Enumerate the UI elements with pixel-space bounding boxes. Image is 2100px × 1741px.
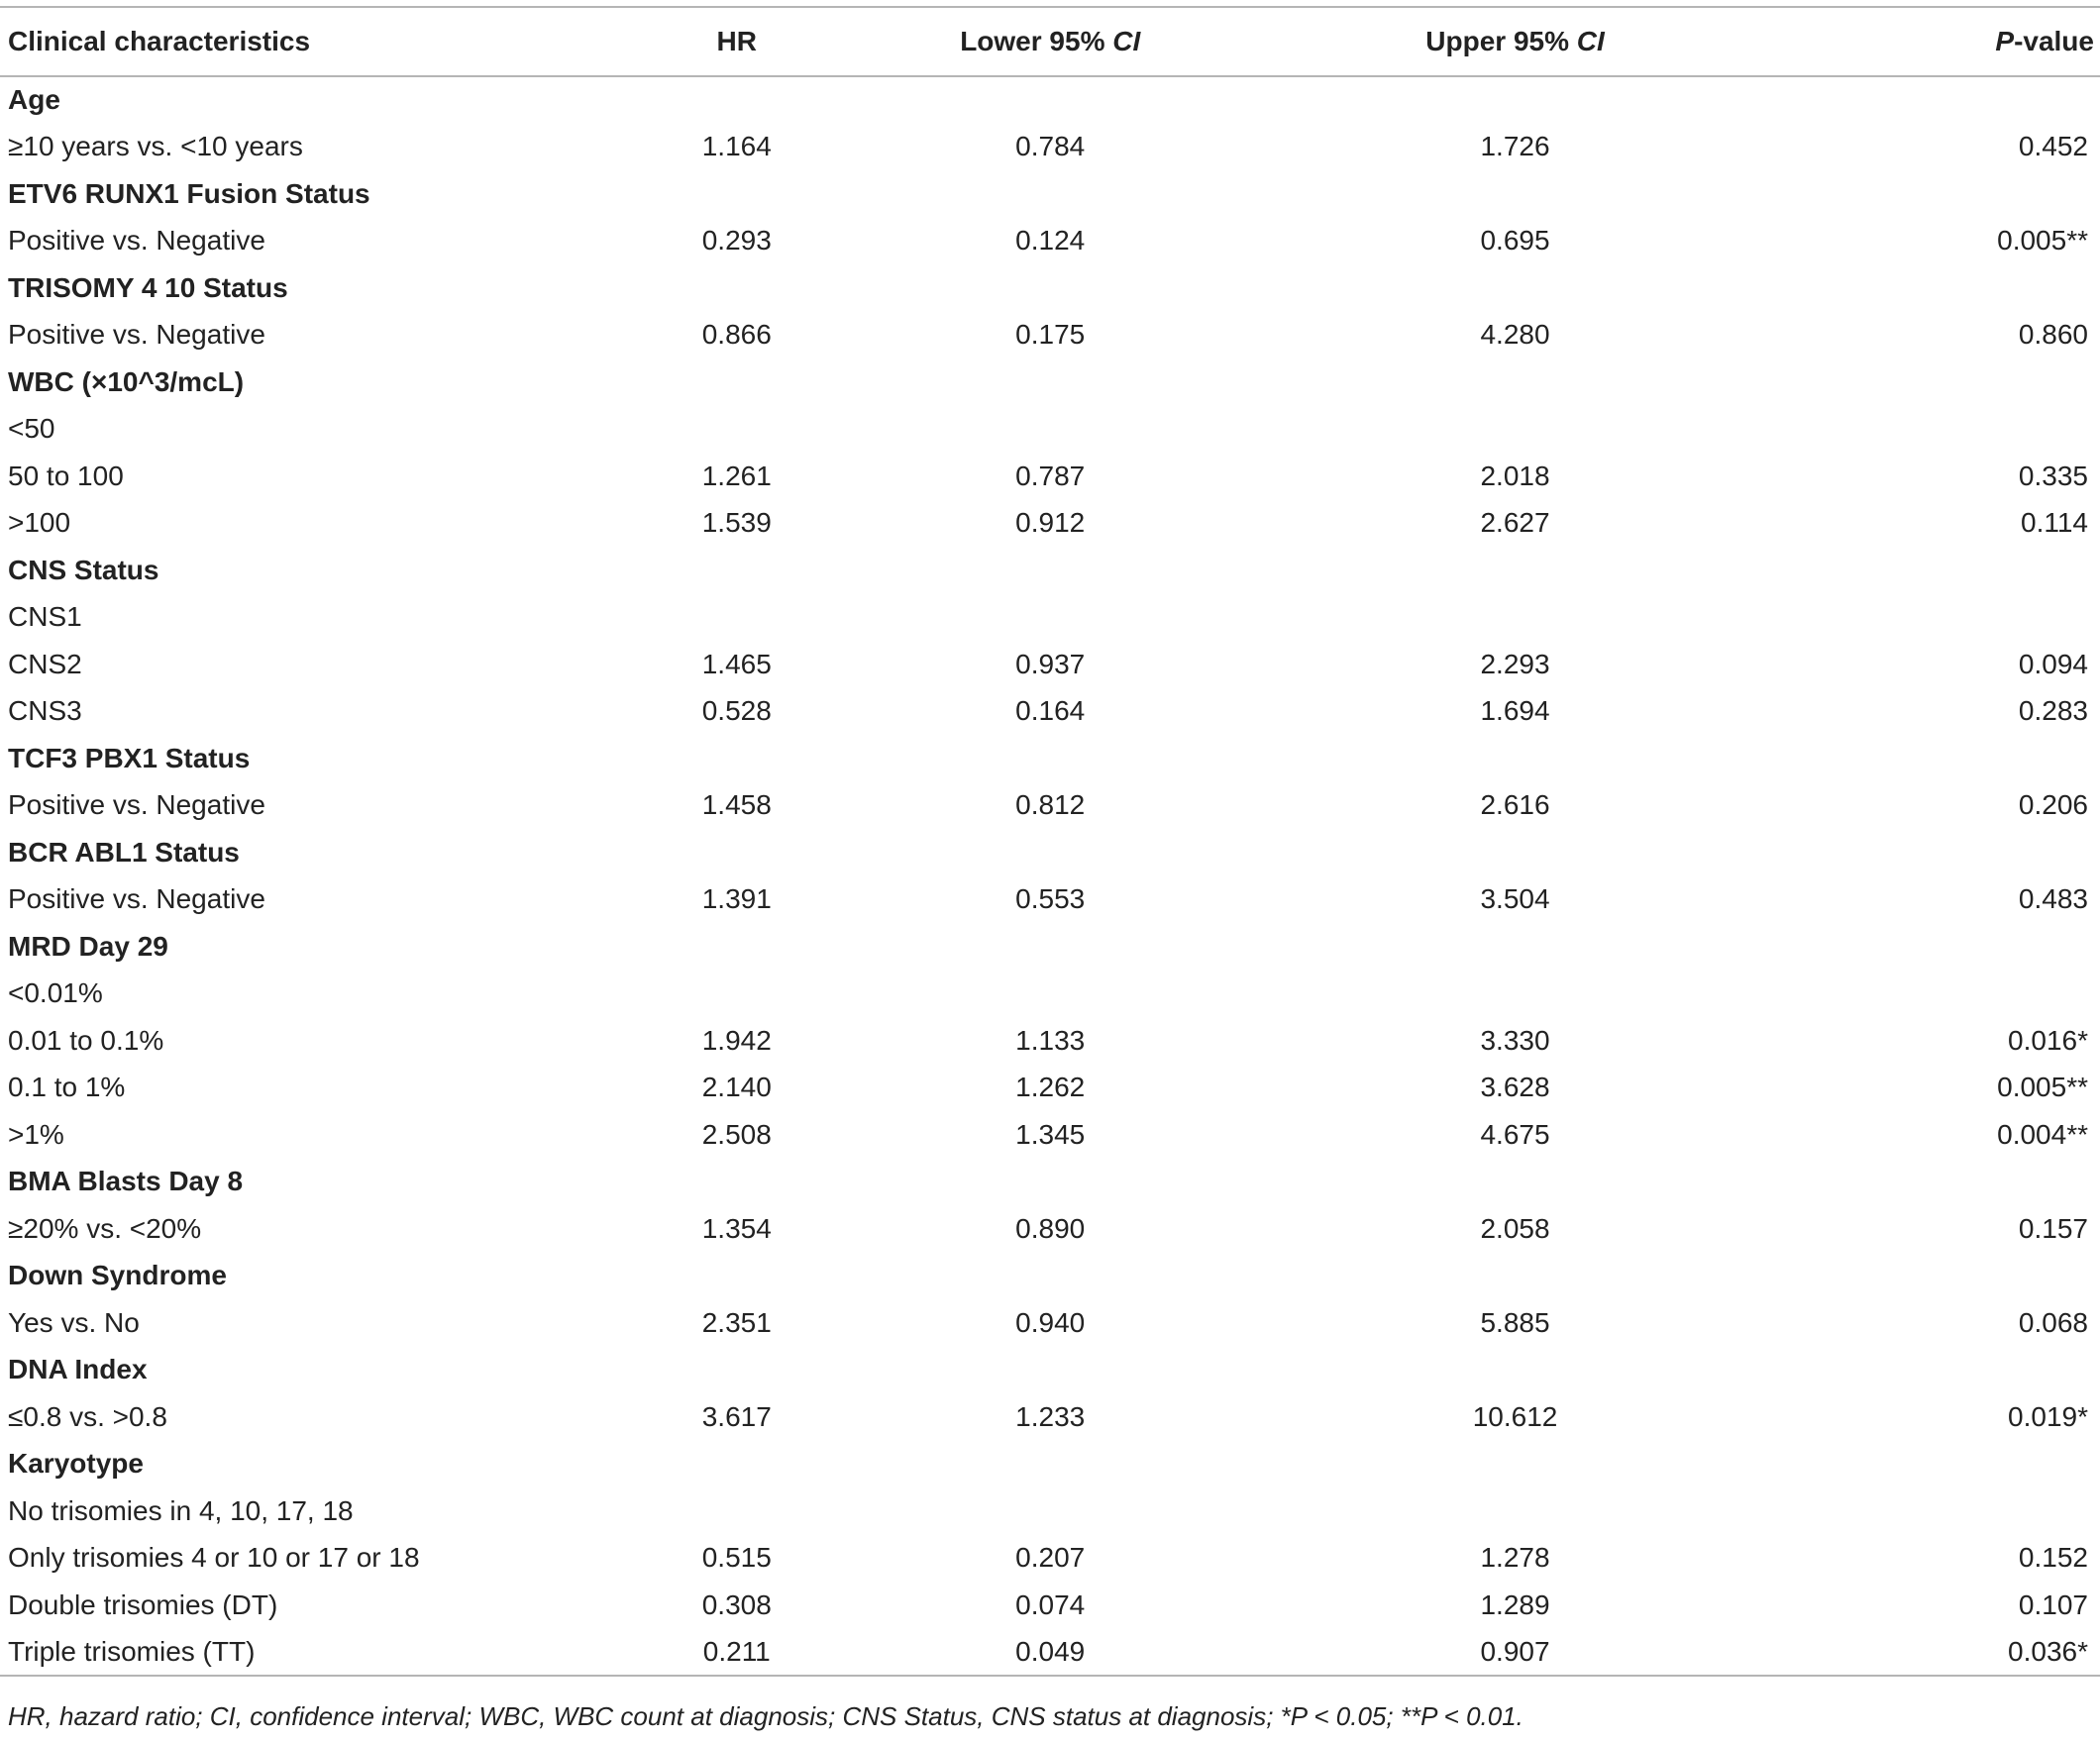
header-hr: HR [619, 7, 855, 76]
cell-lower-ci: 1.133 [1015, 1024, 1086, 1056]
cell-p-value: 0.157 [2018, 1212, 2088, 1244]
cell-lower-ci [855, 971, 1246, 1018]
cell-hr: 0.515 [701, 1542, 772, 1574]
header-lower-ci-prefix: Lower 95% [960, 26, 1113, 56]
cell-hr [619, 1487, 855, 1535]
cell-hr [619, 1253, 855, 1300]
cell-p-value: 0.016* [2008, 1024, 2088, 1056]
header-p-suffix: -value [2014, 26, 2094, 56]
cell-p-value: 0.206 [2018, 789, 2088, 821]
table-row [0, 641, 2100, 688]
cell-hr [619, 547, 855, 594]
cell-characteristic: Positive vs. Negative [8, 225, 265, 256]
cell-p-value [1784, 735, 2100, 782]
cell-lower-ci: 0.912 [1015, 507, 1086, 539]
cell-upper-ci [1246, 406, 1784, 454]
cell-lower-ci [855, 1253, 1246, 1300]
cell-characteristic: Positive vs. Negative [8, 883, 265, 915]
group-header-row [0, 547, 2100, 594]
group-header-row [0, 735, 2100, 782]
cell-p-value [1784, 358, 2100, 406]
cell-hr [619, 406, 855, 454]
cell-hr: 0.293 [701, 225, 772, 256]
table-body [0, 76, 2100, 1676]
cell-lower-ci [855, 829, 1246, 876]
cell-upper-ci: 10.612 [1472, 1400, 1558, 1432]
cell-hr: 1.458 [701, 789, 772, 821]
table-row [0, 1017, 2100, 1065]
cell-characteristic: Yes vs. No [8, 1306, 140, 1338]
table-footnote: HR, hazard ratio; CI, confidence interval; WBC, WBC count at diagnosis; CNS Status, CNS status at diagnosis; *P < 0.05; **P < 0.01. [8, 1701, 1523, 1731]
cell-hr: 1.539 [701, 507, 772, 539]
cell-characteristic: ≥10 years vs. <10 years [8, 131, 303, 162]
table-row [0, 1111, 2100, 1159]
cell-p-value [1784, 547, 2100, 594]
cell-characteristic: 50 to 100 [8, 460, 124, 491]
cell-p-value [1784, 829, 2100, 876]
table-row [0, 1582, 2100, 1629]
cell-upper-ci: 3.330 [1480, 1024, 1550, 1056]
group-header-row [0, 358, 2100, 406]
table-row [0, 1393, 2100, 1441]
cell-p-value: 0.483 [2018, 883, 2088, 915]
cell-hr: 0.528 [701, 695, 772, 727]
cell-characteristic: <50 [8, 413, 55, 445]
cell-lower-ci: 0.074 [1015, 1588, 1086, 1620]
cell-upper-ci: 3.628 [1480, 1072, 1550, 1103]
header-p-value [1784, 7, 2100, 76]
header-lower-ci [855, 7, 1246, 76]
cell-p-value: 0.005** [1997, 1072, 2088, 1103]
cell-hr: 1.465 [701, 648, 772, 679]
cell-characteristic: ≤0.8 vs. >0.8 [8, 1400, 167, 1432]
cell-upper-ci [1246, 1347, 1784, 1394]
cell-lower-ci [855, 1487, 1246, 1535]
cell-lower-ci: 0.784 [1015, 131, 1086, 162]
cell-lower-ci [855, 735, 1246, 782]
group-header-row [0, 264, 2100, 312]
cell-p-value [1784, 1487, 2100, 1535]
cell-p-value [1784, 406, 2100, 454]
cell-characteristic: Triple trisomies (TT) [0, 1629, 619, 1677]
cell-lower-ci: 0.787 [1015, 460, 1086, 491]
cell-p-value: 0.068 [2018, 1306, 2088, 1338]
group-header-row [0, 1441, 2100, 1488]
cell-characteristic: CNS3 [8, 695, 82, 727]
cell-hr [619, 1441, 855, 1488]
cell-upper-ci [1246, 76, 1784, 124]
cell-upper-ci: 3.504 [1480, 883, 1550, 915]
cell-hr [619, 594, 855, 642]
table-row [0, 782, 2100, 830]
cell-hr: 1.942 [701, 1024, 772, 1056]
cell-upper-ci [1246, 735, 1784, 782]
cell-hr: 3.617 [701, 1400, 772, 1432]
cell-lower-ci [855, 76, 1246, 124]
cell-p-value: 0.860 [2018, 319, 2088, 351]
group-header-row [0, 1159, 2100, 1206]
cell-hr: 0.308 [701, 1588, 772, 1620]
cell-hr: 0.866 [701, 319, 772, 351]
cell-characteristic: WBC (×10^3/mcL) [8, 365, 245, 397]
cell-lower-ci: 0.890 [1015, 1212, 1086, 1244]
cell-p-value [1784, 264, 2100, 312]
cell-upper-ci: 2.018 [1480, 460, 1550, 491]
cell-lower-ci: 1.233 [1015, 1400, 1086, 1432]
cell-characteristic: BCR ABL1 Status [8, 836, 240, 868]
cell-upper-ci: 2.627 [1480, 507, 1550, 539]
cell-lower-ci: 0.812 [1015, 789, 1086, 821]
table-row [0, 594, 2100, 642]
header-upper-ci [1246, 7, 1784, 76]
table-row [0, 971, 2100, 1018]
table-row [0, 218, 2100, 265]
cell-characteristic: Karyotype [8, 1448, 144, 1480]
cell-upper-ci [1246, 1487, 1784, 1535]
cell-p-value [1784, 76, 2100, 124]
cell-lower-ci: 0.553 [1015, 883, 1086, 915]
cell-lower-ci [855, 1159, 1246, 1206]
cell-characteristic: TCF3 PBX1 Status [8, 742, 251, 773]
group-header-row [0, 170, 2100, 218]
cell-characteristic: Positive vs. Negative [8, 319, 265, 351]
cell-characteristic: No trisomies in 4, 10, 17, 18 [8, 1494, 354, 1526]
cell-characteristic: Positive vs. Negative [8, 789, 265, 821]
cell-upper-ci [1246, 923, 1784, 971]
cell-hr [619, 829, 855, 876]
cell-lower-ci [855, 358, 1246, 406]
cell-hr [619, 170, 855, 218]
group-header-row [0, 1347, 2100, 1394]
cell-lower-ci: 0.207 [1015, 1542, 1086, 1574]
cell-lower-ci: 0.124 [1015, 225, 1086, 256]
cell-hr [619, 923, 855, 971]
cell-characteristic: 0.01 to 0.1% [8, 1024, 164, 1056]
cell-upper-ci [1246, 971, 1784, 1018]
cell-p-value: 0.094 [2018, 648, 2088, 679]
cell-upper-ci [1246, 1159, 1784, 1206]
cell-lower-ci [855, 1347, 1246, 1394]
table-row [0, 453, 2100, 500]
cell-lower-ci: 0.164 [1015, 695, 1086, 727]
cell-hr [619, 735, 855, 782]
cell-hr: 1.164 [701, 131, 772, 162]
cell-hr [619, 1347, 855, 1394]
cell-lower-ci: 0.175 [1015, 319, 1086, 351]
table-row [0, 1205, 2100, 1253]
cell-lower-ci: 0.937 [1015, 648, 1086, 679]
cell-characteristic: <0.01% [8, 977, 103, 1009]
group-header-row [0, 829, 2100, 876]
cell-p-value [1784, 1347, 2100, 1394]
cell-characteristic: Down Syndrome [8, 1260, 227, 1291]
table-row [0, 1065, 2100, 1112]
cell-upper-ci [1246, 594, 1784, 642]
table-row [0, 124, 2100, 171]
cell-upper-ci: 4.675 [1480, 1118, 1550, 1150]
cell-hr: 2.351 [701, 1306, 772, 1338]
cell-characteristic: Only trisomies 4 or 10 or 17 or 18 [8, 1542, 420, 1574]
cell-characteristic: Age [8, 84, 60, 116]
cell-hr: 1.261 [701, 460, 772, 491]
cell-p-value [1784, 594, 2100, 642]
table-row [0, 1299, 2100, 1347]
table-row [0, 312, 2100, 359]
cell-characteristic: TRISOMY 4 10 Status [8, 271, 288, 303]
cell-characteristic: >100 [8, 507, 71, 539]
cell-hr: 2.508 [701, 1118, 772, 1150]
cell-p-value [1784, 1159, 2100, 1206]
cell-p-value [1784, 1441, 2100, 1488]
cell-p-value: 0.107 [2018, 1588, 2088, 1620]
cell-hr: 1.354 [701, 1212, 772, 1244]
cell-characteristic: >1% [8, 1118, 64, 1150]
cell-lower-ci [855, 594, 1246, 642]
cell-upper-ci: 2.058 [1480, 1212, 1550, 1244]
cell-p-value [1784, 971, 2100, 1018]
cell-hr: 1.391 [701, 883, 772, 915]
cell-lower-ci [855, 406, 1246, 454]
cell-hr [619, 1159, 855, 1206]
cell-hr [619, 264, 855, 312]
table-row [0, 1629, 2100, 1677]
cell-upper-ci [1246, 1441, 1784, 1488]
cell-characteristic: MRD Day 29 [8, 930, 168, 962]
cell-characteristic: 0.1 to 1% [8, 1072, 126, 1103]
group-header-row [0, 1253, 2100, 1300]
cell-p-value [1784, 170, 2100, 218]
cell-upper-ci: 4.280 [1480, 319, 1550, 351]
table-row [0, 876, 2100, 924]
cell-lower-ci [855, 923, 1246, 971]
cell-characteristic: ≥20% vs. <20% [8, 1212, 202, 1244]
cell-characteristic: ETV6 RUNX1 Fusion Status [8, 177, 370, 209]
cell-characteristic: BMA Blasts Day 8 [8, 1166, 244, 1197]
cell-characteristic: CNS1 [8, 601, 82, 633]
cell-upper-ci: 0.695 [1480, 225, 1550, 256]
cell-p-value: 0.152 [2018, 1542, 2088, 1574]
cell-p-value: 0.335 [2018, 460, 2088, 491]
table-row [0, 1487, 2100, 1535]
cell-upper-ci [1246, 829, 1784, 876]
cell-upper-ci [1246, 547, 1784, 594]
table-row [0, 688, 2100, 736]
cell-hr [619, 358, 855, 406]
cell-characteristic: Double trisomies (DT) [8, 1588, 278, 1620]
cell-hr [619, 76, 855, 124]
cell-upper-ci [1246, 358, 1784, 406]
cell-p-value: 0.452 [2018, 131, 2088, 162]
table-row [0, 500, 2100, 548]
cell-p-value: 0.283 [2018, 695, 2088, 727]
cell-lower-ci [855, 170, 1246, 218]
group-header-row [0, 923, 2100, 971]
cell-upper-ci: 2.293 [1480, 648, 1550, 679]
cell-upper-ci: 5.885 [1480, 1306, 1550, 1338]
cell-characteristic: CNS2 [8, 648, 82, 679]
table-row [0, 1535, 2100, 1583]
cell-upper-ci [1246, 264, 1784, 312]
cell-upper-ci: 2.616 [1480, 789, 1550, 821]
header-lower-ci-italic: CI [1112, 26, 1141, 56]
table-header-row [0, 7, 2100, 76]
group-header-row [0, 76, 2100, 124]
cell-upper-ci: 1.694 [1480, 695, 1550, 727]
cell-p-value: 0.005** [1997, 225, 2088, 256]
cell-p-value: 0.114 [2021, 507, 2088, 539]
cell-upper-ci: 1.726 [1480, 131, 1550, 162]
cell-lower-ci [855, 1441, 1246, 1488]
cell-lower-ci: 1.262 [1015, 1072, 1086, 1103]
cell-upper-ci: 0.907 [1246, 1629, 1784, 1677]
cell-upper-ci [1246, 170, 1784, 218]
cell-lower-ci: 0.049 [855, 1629, 1246, 1677]
cell-hr: 0.211 [619, 1629, 855, 1677]
cell-characteristic: DNA Index [8, 1354, 148, 1385]
cell-lower-ci [855, 547, 1246, 594]
cell-lower-ci [855, 264, 1246, 312]
header-p-italic: P [1995, 26, 2015, 56]
cell-lower-ci: 0.940 [1015, 1306, 1086, 1338]
cell-characteristic: CNS Status [8, 554, 159, 585]
hazard-ratio-table [0, 6, 2100, 1677]
header-clinical-characteristics: Clinical characteristics [0, 7, 619, 76]
cell-upper-ci [1246, 1253, 1784, 1300]
cell-p-value: 0.004** [1997, 1118, 2088, 1150]
cell-upper-ci: 1.278 [1480, 1542, 1550, 1574]
cell-p-value [1784, 1253, 2100, 1300]
header-upper-ci-prefix: Upper 95% [1425, 26, 1577, 56]
cell-hr: 2.140 [701, 1072, 772, 1103]
cell-lower-ci: 1.345 [1015, 1118, 1086, 1150]
cell-p-value [1784, 923, 2100, 971]
table-row [0, 406, 2100, 454]
cell-upper-ci: 1.289 [1480, 1588, 1550, 1620]
cell-p-value: 0.019* [2008, 1400, 2088, 1432]
cell-hr [619, 971, 855, 1018]
cell-p-value: 0.036* [1784, 1629, 2100, 1677]
header-upper-ci-italic: CI [1576, 26, 1605, 56]
